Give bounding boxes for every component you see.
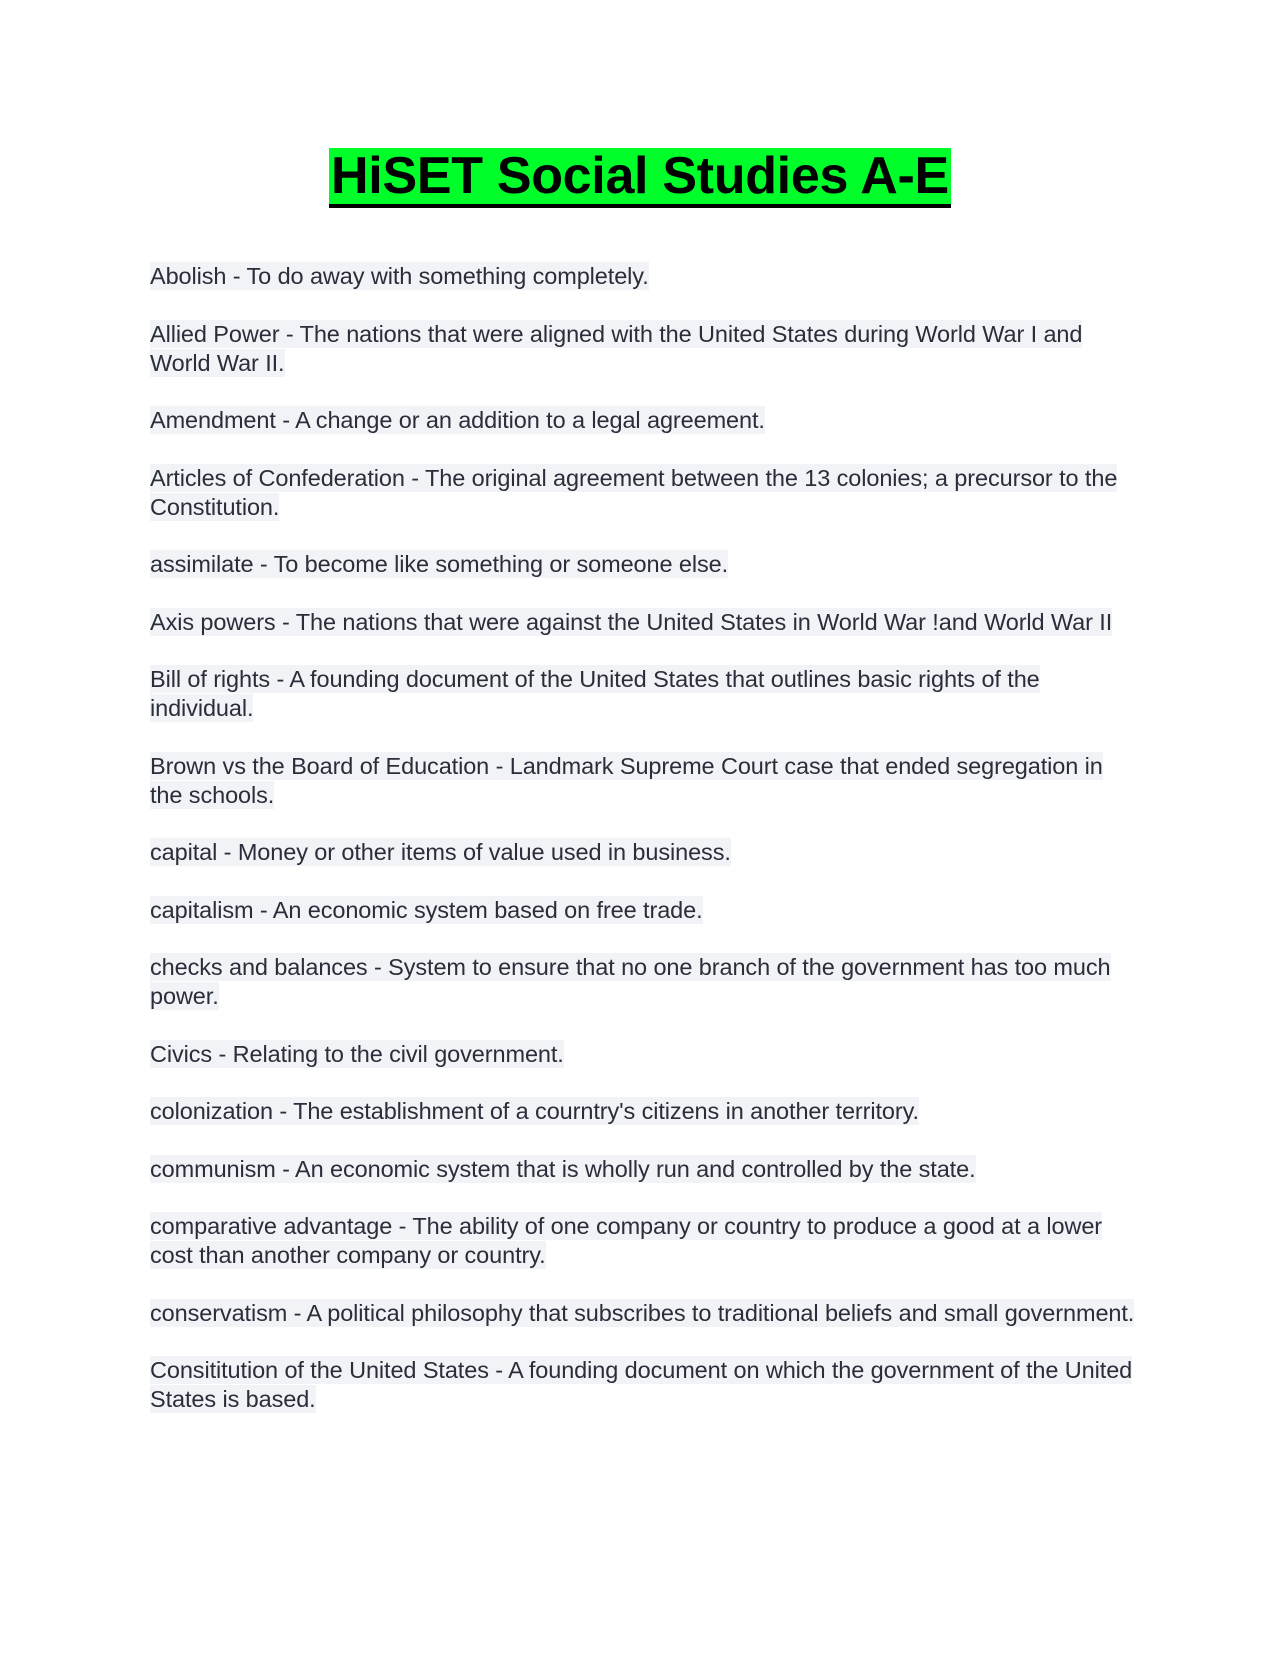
glossary-entry bbox=[150, 665, 1140, 723]
glossary-entry-text: Bill of rights - A founding document of the United States that outlines basic rights of the individual. bbox=[150, 666, 1040, 721]
title-container bbox=[0, 148, 1280, 208]
glossary-entry bbox=[150, 896, 1140, 925]
glossary-entry bbox=[150, 1299, 1140, 1328]
glossary-entry-text: capital - Money or other items of value used in business. bbox=[150, 839, 731, 865]
glossary-entry bbox=[150, 262, 1140, 291]
glossary-entry bbox=[150, 1040, 1140, 1069]
glossary-entry bbox=[150, 464, 1140, 522]
glossary-entry-text: Consititution of the United States - A founding document on which the government of the United States is based. bbox=[150, 1357, 1133, 1412]
glossary-entry-text: Allied Power - The nations that were aligned with the United States during World War I and World War II. bbox=[150, 320, 1083, 376]
glossary-entry-text: Axis powers - The nations that were against the United States in World War !and World War II bbox=[150, 608, 1113, 635]
glossary-entry bbox=[150, 608, 1140, 637]
glossary-entry bbox=[150, 1356, 1140, 1414]
glossary-entry-text: comparative advantage - The ability of one company or country to produce a good at a lower cost than another company or country. bbox=[150, 1213, 1103, 1268]
glossary-entry-text: Abolish - To do away with something completely. bbox=[150, 263, 649, 289]
glossary-entry-text: Articles of Confederation - The original agreement between the 13 colonies; a precursor to the Constitution. bbox=[150, 464, 1118, 520]
document-title: HiSET Social Studies A-E bbox=[329, 148, 951, 208]
glossary-entry-text: checks and balances - System to ensure that no one branch of the government has too much power. bbox=[150, 954, 1111, 1009]
glossary-entry-text: conservatism - A political philosophy that subscribes to traditional beliefs and small government. bbox=[150, 1299, 1135, 1326]
glossary-entry bbox=[150, 1097, 1140, 1126]
glossary-entry bbox=[150, 838, 1140, 867]
glossary-entry bbox=[150, 1155, 1140, 1184]
glossary-entry bbox=[150, 320, 1140, 378]
glossary-entry bbox=[150, 752, 1140, 810]
glossary-entry-text: assimilate - To become like something or someone else. bbox=[150, 551, 729, 577]
glossary-entry bbox=[150, 406, 1140, 435]
glossary-entry-text: Brown vs the Board of Education - Landmark Supreme Court case that ended segregation in the schools. bbox=[150, 752, 1103, 808]
glossary-entry bbox=[150, 1212, 1140, 1270]
glossary-entry bbox=[150, 953, 1140, 1011]
glossary-entry-text: capitalism - An economic system based on free trade. bbox=[150, 896, 703, 923]
glossary-entry-text: Amendment - A change or an addition to a legal agreement. bbox=[150, 407, 765, 433]
glossary-list bbox=[150, 262, 1140, 1443]
glossary-entry bbox=[150, 550, 1140, 579]
glossary-entry-text: communism - An economic system that is wholly run and controlled by the state. bbox=[150, 1155, 976, 1182]
glossary-entry-text: Civics - Relating to the civil government. bbox=[150, 1040, 564, 1067]
glossary-entry-text: colonization - The establishment of a courntry's citizens in another territory. bbox=[150, 1098, 919, 1124]
